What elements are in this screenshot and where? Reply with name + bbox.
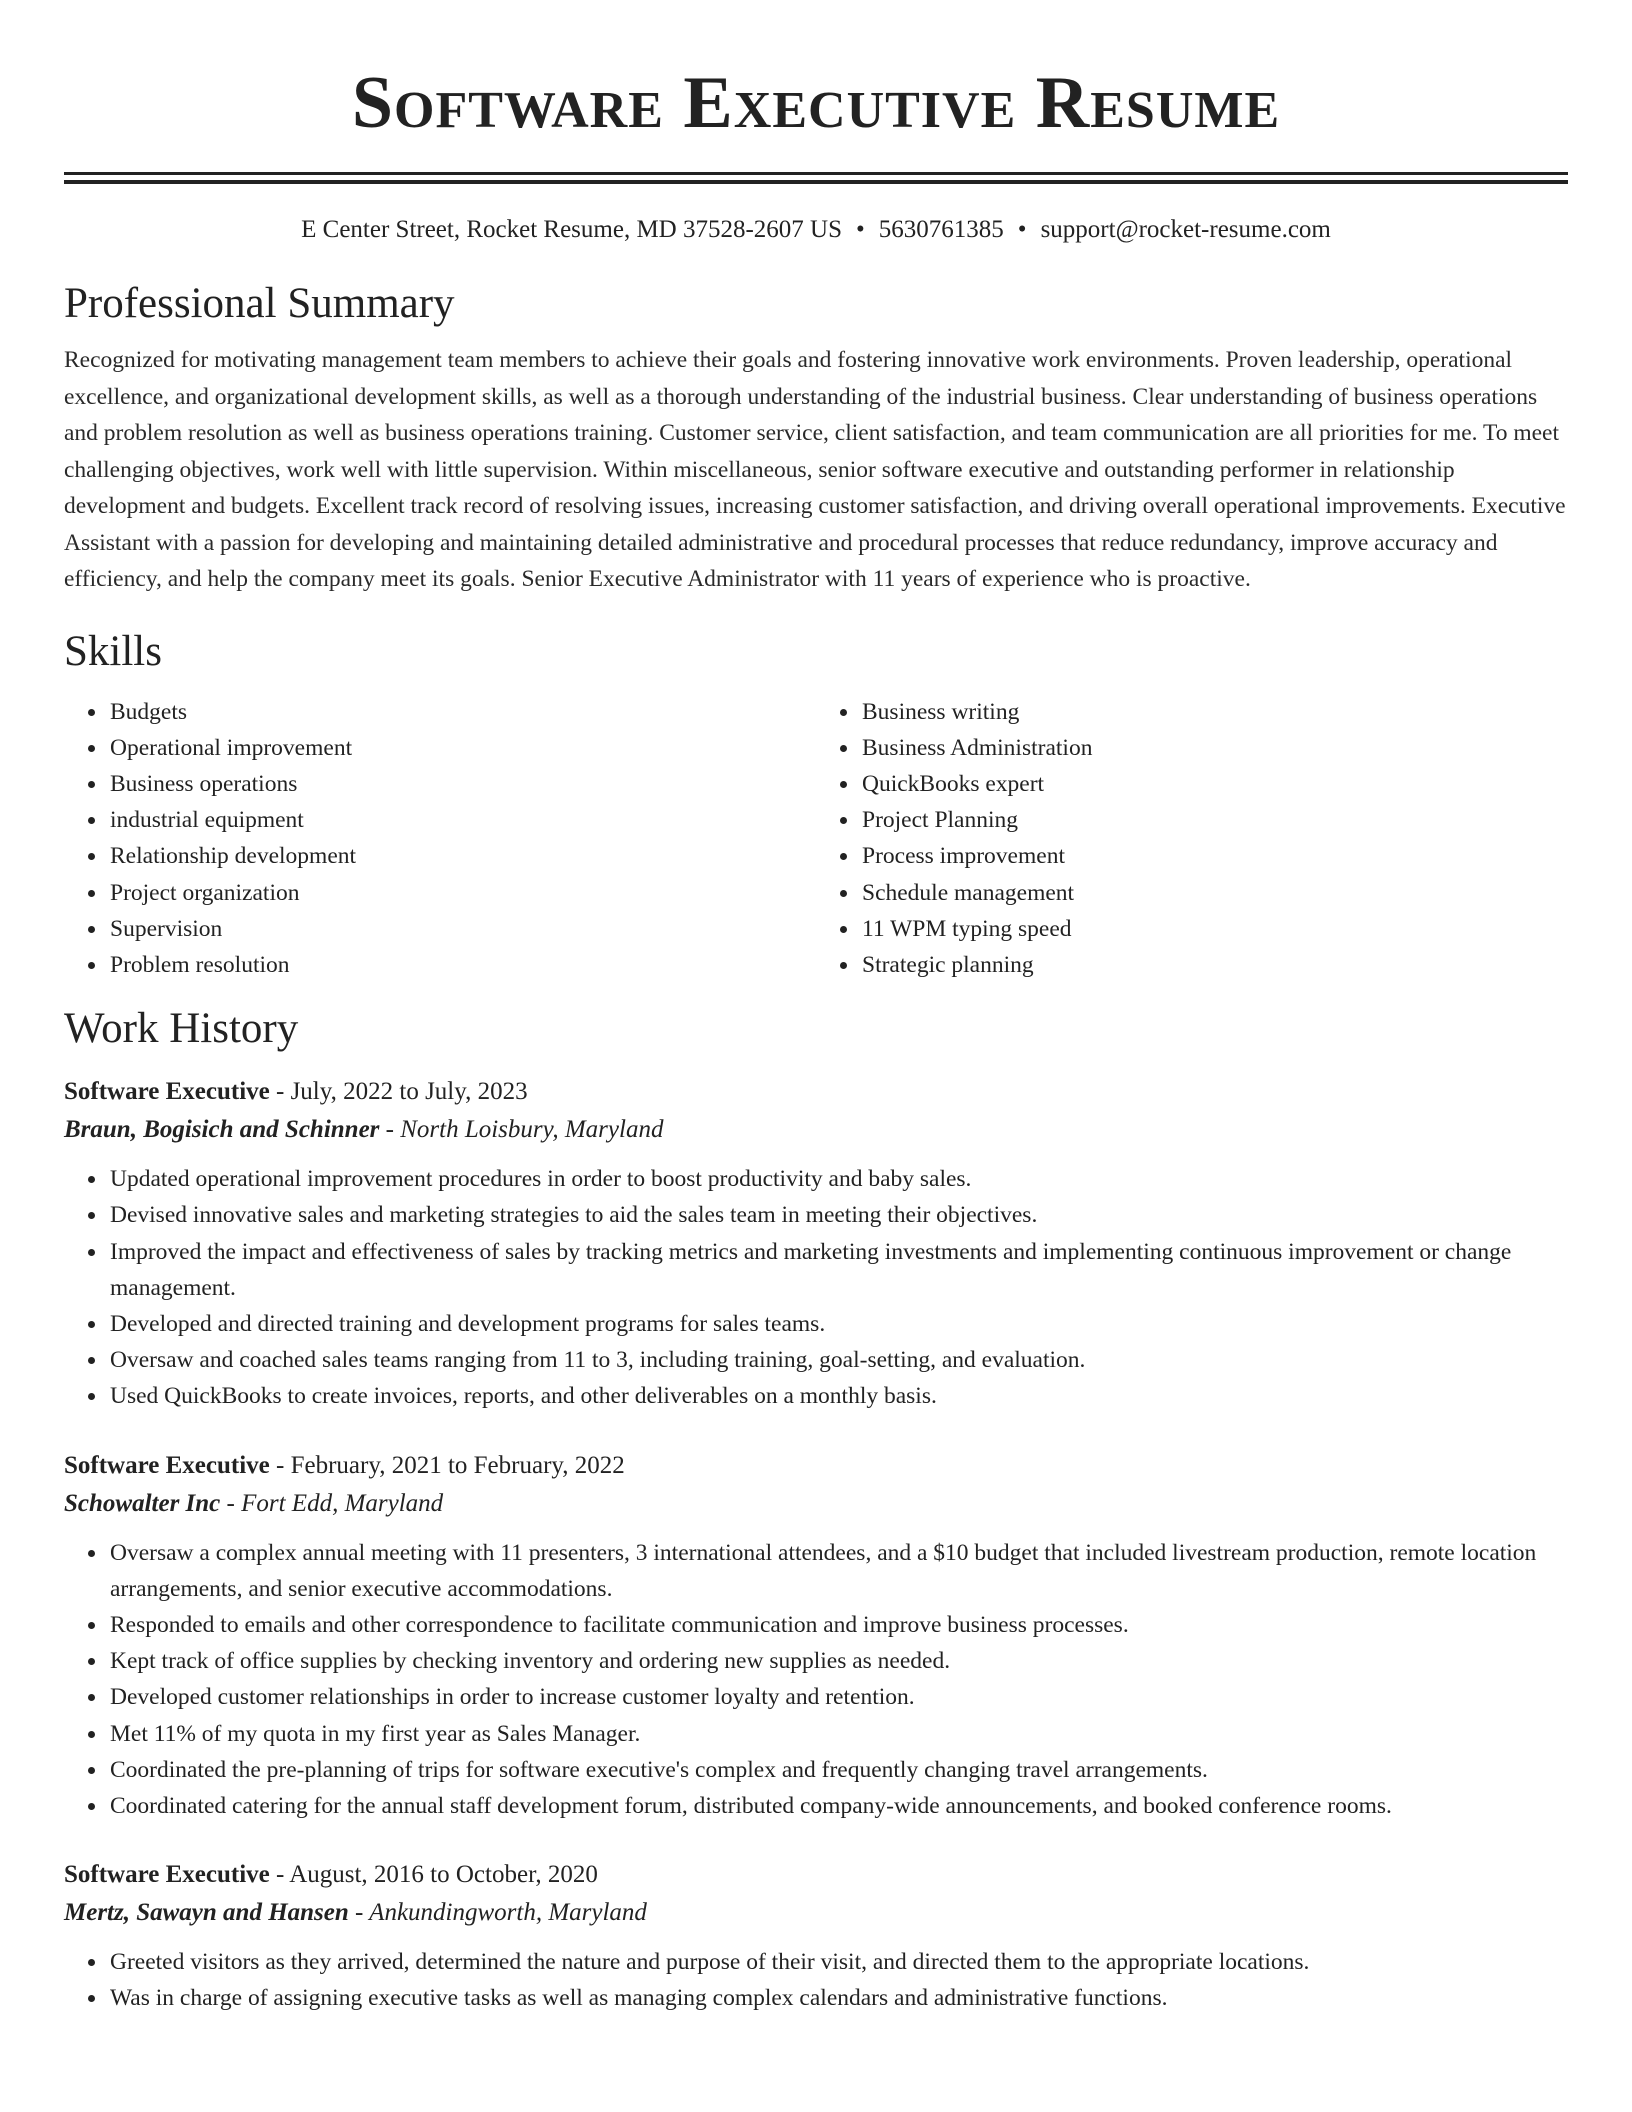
skill-item: • Project Planning (860, 802, 1568, 838)
job-company: Mertz, Sawayn and Hansen (64, 1899, 349, 1927)
job-title-line (64, 1073, 1568, 1111)
contact-address: E Center Street, Rocket Resume, MD 37528-2607 US (301, 216, 843, 243)
job-bullet: • Developed and directed training and development programs for sales teams. (108, 1306, 1568, 1342)
skill-item: • Strategic planning (860, 947, 1568, 983)
job-bullet: • Responded to emails and other correspondence to facilitate communication and improve business processes. (108, 1607, 1568, 1643)
skills-column-left (64, 694, 816, 984)
job-dates: - August, 2016 to October, 2020 (269, 1861, 598, 1889)
job-entry (64, 1856, 1568, 2016)
job-dates: - February, 2021 to February, 2022 (269, 1451, 625, 1479)
job-title-line (64, 1447, 1568, 1485)
skill-item: • Business operations (108, 766, 816, 802)
skill-item: • Schedule management (860, 875, 1568, 911)
skill-item: • Operational improvement (108, 730, 816, 766)
skill-item: • Relationship development (108, 838, 816, 874)
job-location: - Ankundingworth, Maryland (348, 1899, 647, 1927)
job-bullets (64, 1161, 1568, 1414)
skill-item: • 11 WPM typing speed (860, 911, 1568, 947)
skill-item: • Budgets (108, 694, 816, 730)
skill-item: • Problem resolution (108, 947, 816, 983)
job-bullet: • Used QuickBooks to create invoices, reports, and other deliverables on a monthly basis. (108, 1378, 1568, 1414)
contact-email: support@rocket-resume.com (1040, 216, 1331, 243)
job-bullet: • Met 11% of my quota in my first year as Sales Manager. (108, 1716, 1568, 1752)
contact-line (64, 214, 1568, 246)
job-dates: - July, 2022 to July, 2023 (269, 1078, 528, 1106)
job-bullet: • Kept track of office supplies by checking inventory and ordering new supplies as needed. (108, 1643, 1568, 1679)
skill-item: • Project organization (108, 875, 816, 911)
job-bullet: • Oversaw a complex annual meeting with 11 presenters, 3 international attendees, and a $10 budget that included livestream production, remote location arrangements, and senior executive accommodations. (108, 1535, 1568, 1607)
contact-separator: • (1017, 216, 1027, 243)
job-bullet: • Developed customer relationships in order to increase customer loyalty and retention. (108, 1679, 1568, 1715)
skill-item: • Business Administration (860, 730, 1568, 766)
skill-item: • Process improvement (860, 838, 1568, 874)
job-bullet: • Updated operational improvement procedures in order to boost productivity and baby sales. (108, 1161, 1568, 1197)
summary-text: Recognized for motivating management team members to achieve their goals and fostering innovative work environments. Proven leadership, operational excellence, and organizational development skills, as well as a thorough understanding of the industrial business. Clear understanding of business operations and problem resolution as well as business operations training. Customer service, client satisfaction, and team communication are all priorities for me. To meet challenging objectives, work well with little supervision. Within miscellaneous, senior software executive and outstanding performer in relationship development and budgets. Excellent track record of resolving issues, increasing customer satisfaction, and driving overall operational improvements. Executive Assistant with a passion for developing and maintaining detailed administrative and procedural processes that reduce redundancy, improve accuracy and efficiency, and help the company meet its goals. Senior Executive Administrator with 11 years of experience who is proactive. (64, 347, 1566, 592)
skill-item: • Business writing (860, 694, 1568, 730)
job-bullets (64, 1944, 1568, 2016)
contact-phone: 5630761385 (878, 216, 1004, 243)
job-entry (64, 1447, 1568, 1825)
skills-column-right (816, 694, 1568, 984)
job-location: - Fort Edd, Maryland (220, 1489, 444, 1517)
skill-item: • QuickBooks expert (860, 766, 1568, 802)
resume-title: Software Executive Resume (351, 62, 1281, 144)
contact-separator: • (856, 216, 865, 243)
job-bullet: • Oversaw and coached sales teams ranging from 11 to 3, including training, goal-setting, and evaluation. (108, 1342, 1568, 1378)
job-entry (64, 1073, 1568, 1414)
skills-list (64, 694, 1568, 984)
job-company: Schowalter Inc (64, 1489, 221, 1517)
skills-heading: Skills (64, 627, 162, 675)
job-company-line (64, 1485, 1568, 1523)
job-location: - North Loisbury, Maryland (379, 1116, 664, 1144)
summary-heading: Professional Summary (64, 280, 455, 327)
job-bullets (64, 1535, 1568, 1825)
job-bullet: • Was in charge of assigning executive tasks as well as managing complex calendars and administrative functions. (108, 1980, 1568, 2016)
job-title: Software Executive (64, 1451, 270, 1479)
job-company-line (64, 1111, 1568, 1149)
skill-item: • industrial equipment (108, 802, 816, 838)
job-bullet: • Devised innovative sales and marketing strategies to aid the sales team in meeting their objectives. (108, 1197, 1568, 1233)
job-company-line (64, 1894, 1568, 1932)
job-bullet: • Coordinated the pre-planning of trips for software executive's complex and frequently changing travel arrangements. (108, 1752, 1568, 1788)
job-title: Software Executive (64, 1861, 270, 1889)
job-company: Braun, Bogisich and Schinner (64, 1116, 380, 1144)
skill-item: • Supervision (108, 911, 816, 947)
job-title: Software Executive (64, 1078, 270, 1106)
job-title-line (64, 1856, 1568, 1894)
job-bullet: • Greeted visitors as they arrived, determined the nature and purpose of their visit, and directed them to the appropriate locations. (108, 1944, 1568, 1980)
title-divider (64, 172, 1568, 184)
job-bullet: • Coordinated catering for the annual staff development forum, distributed company-wide announcements, and booked conference rooms. (108, 1788, 1568, 1824)
work-history-heading: Work History (64, 1005, 299, 1053)
job-bullet: • Improved the impact and effectiveness of sales by tracking metrics and marketing investments and implementing continuous improvement or change management. (108, 1234, 1568, 1306)
